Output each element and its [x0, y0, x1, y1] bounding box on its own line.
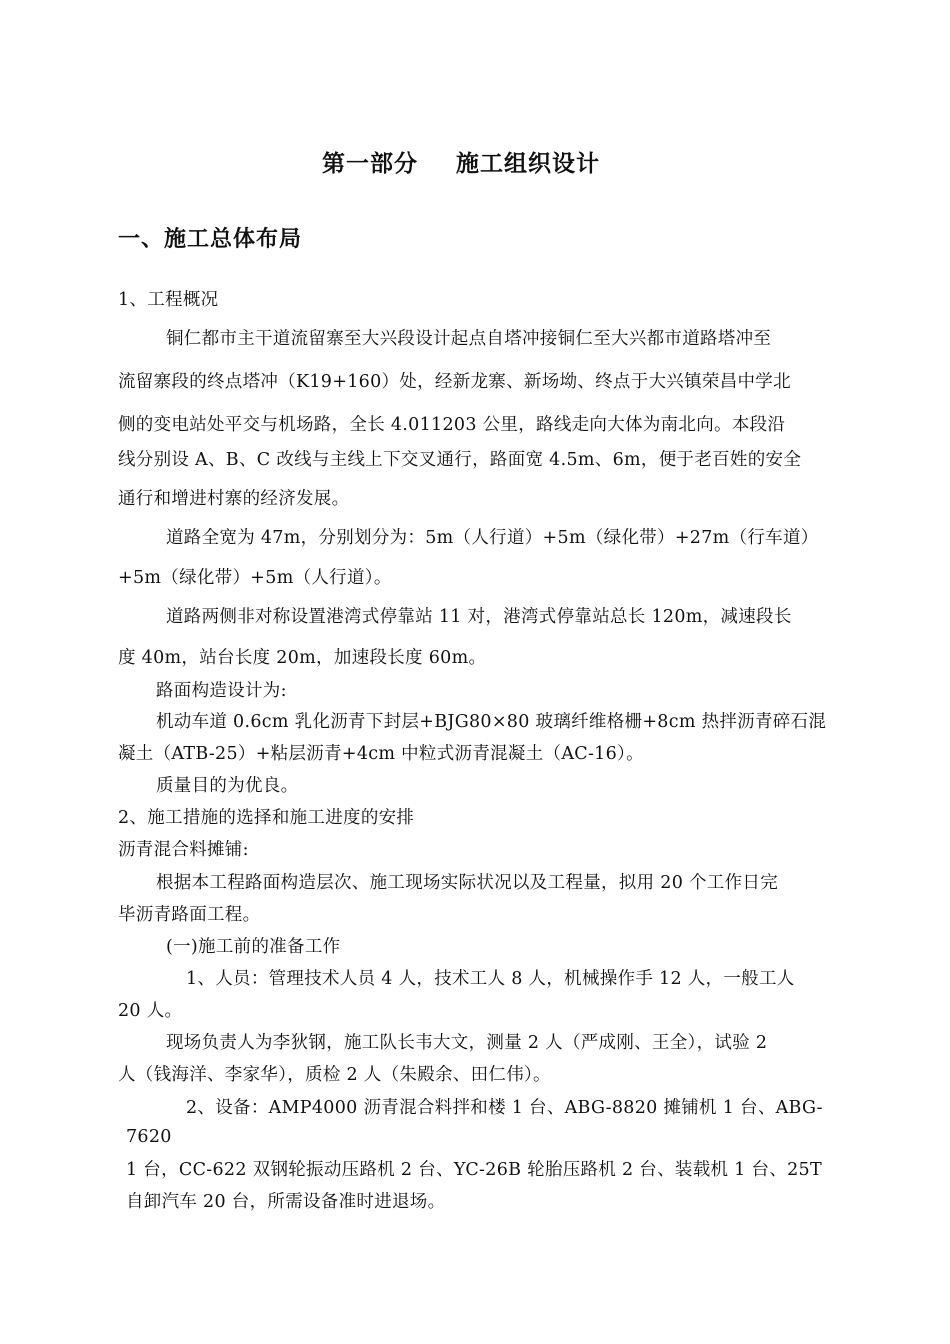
- paragraph-line: 路面构造设计为:: [156, 681, 287, 701]
- paragraph-line: 根据本工程路面构造层次、施工现场实际状况以及工程量，拟用 20 个工作日完: [156, 873, 778, 893]
- paragraph-line: 度 40m，站台长度 20m，加速段长度 60m。: [118, 648, 487, 668]
- paragraph-line: 机动车道 0.6cm 乳化沥青下封层+BJG80×80 玻璃纤维格栅+8cm 热拌沥青碎石混: [156, 712, 827, 732]
- paragraph-line: 1 台，CC-622 双钢轮振动压路机 2 台、YC-26B 轮胎压路机 2 台、装载机 1 台、25T: [126, 1160, 822, 1180]
- paragraph-line: 质量目的为优良。: [156, 776, 299, 796]
- paragraph-line: 人（钱海洋、李家华），质检 2 人（朱殿余、田仁伟）。: [118, 1065, 551, 1085]
- document-title: [322, 145, 600, 178]
- title-name: 施工组织设计: [456, 151, 600, 177]
- subsection-label: 2、施工措施的选择和施工进度的安排: [118, 808, 415, 828]
- paragraph-line: 毕沥青路面工程。: [118, 905, 261, 925]
- paragraph-line: 现场负责人为李狄钢，施工队长韦大文，测量 2 人（严成刚、王全），试验 2: [166, 1033, 768, 1053]
- paragraph-line: 通行和增进村寨的经济发展。: [118, 489, 350, 509]
- section-heading: 一、施工总体布局: [118, 227, 303, 252]
- paragraph-line: 侧的变电站处平交与机场路，全长 4.011203 公里，路线走向大体为南北向。本段沿: [118, 415, 786, 435]
- paragraph-line: 道路全宽为 47m，分别划分为：5m（人行道）+5m（绿化带）+27m（行车道）: [166, 528, 819, 548]
- paragraph-line: 流留寨段的终点塔冲（K19+160）处，经新龙寨、新场坳、终点于大兴镇荣昌中学北: [118, 372, 791, 392]
- paragraph-line: 7620: [126, 1127, 172, 1147]
- paragraph-line: +5m（绿化带）+5m（人行道）。: [118, 568, 392, 588]
- paragraph-line: 道路两侧非对称设置港湾式停靠站 11 对，港湾式停靠站总长 120m，减速段长: [166, 607, 792, 627]
- paragraph-line: (一)施工前的准备工作: [166, 937, 341, 957]
- paragraph-line: 自卸汽车 20 台，所需设备准时进退场。: [126, 1192, 446, 1212]
- paragraph-line: 2、设备：AMP4000 沥青混合料拌和楼 1 台、ABG-8820 摊铺机 1 台、ABG-: [186, 1098, 823, 1118]
- subsection-label: 1、工程概况: [118, 290, 219, 310]
- paragraph-line: 沥青混合料摊铺:: [118, 840, 249, 860]
- paragraph-line: 1、人员：管理技术人员 4 人，技术工人 8 人，机械操作手 12 人，一般工人: [186, 969, 795, 989]
- paragraph-line: 20 人。: [118, 1001, 183, 1021]
- paragraph-line: 凝土（ATB-25）+粘层沥青+4cm 中粒式沥青混凝土（AC-16）。: [118, 744, 644, 764]
- paragraph-line: 线分别设 A、B、C 改线与主线上下交叉通行，路面宽 4.5m、6m，便于老百姓的安全: [118, 450, 802, 470]
- paragraph-line: 铜仁都市主干道流留寨至大兴段设计起点自塔冲接铜仁至大兴都市道路塔冲至: [166, 329, 772, 349]
- title-part: 第一部分: [322, 151, 418, 177]
